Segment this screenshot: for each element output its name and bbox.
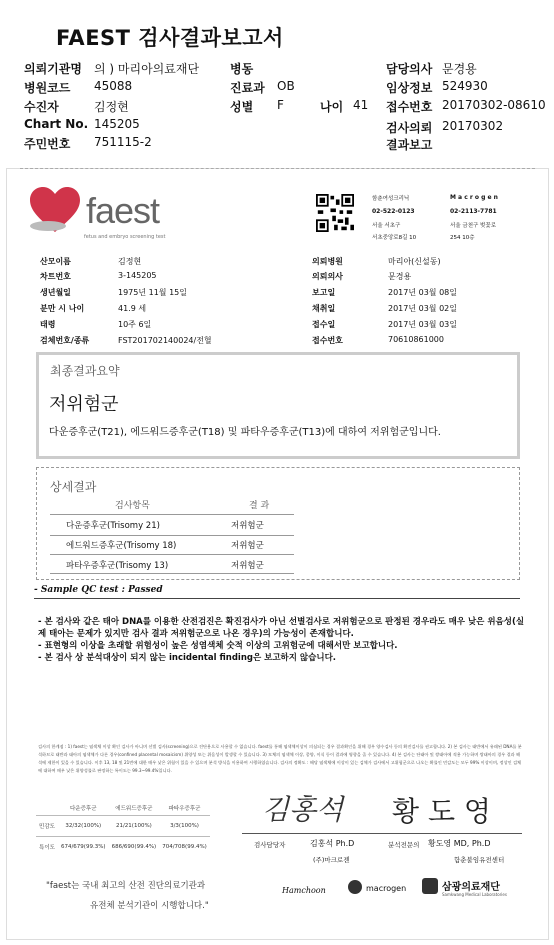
detail-item-t13: 파타우증후군(Trisomy 13)	[66, 561, 169, 571]
table-cell: 686/690(99.4%)	[109, 837, 160, 858]
faest-tagline: fetus and embryo screening test	[84, 234, 166, 240]
sig-right-role: 분석전문의	[388, 841, 420, 849]
summary-text: 다운증후군(T21), 에드워드증후군(T18) 및 파타우증후군(T13)에 대하여 저위험군입니다.	[49, 427, 441, 438]
p-dob-label: 생년월일	[40, 288, 71, 297]
p-receive-label: 접수일	[312, 320, 336, 329]
report-label: 결과보고	[386, 138, 433, 152]
samkwang-sub: Samkwang Medical Laboratories	[442, 892, 507, 897]
row-divider	[50, 573, 294, 574]
contact-right-addr1: 서울 금천구 벚꽃로	[450, 223, 497, 229]
p-chart-label: 차트번호	[40, 272, 71, 281]
receipt-value: 20170302-08610	[442, 98, 546, 112]
doctor-value: 문경용	[442, 62, 477, 76]
detail-title: 상세결과	[50, 480, 97, 494]
table-cell: 민감도	[36, 816, 58, 837]
request-label: 검사의뢰	[386, 121, 433, 135]
col-item-header: 검사항목	[115, 501, 150, 511]
accuracy-table	[36, 801, 210, 857]
table-header	[36, 801, 58, 816]
p-ga-label: 태령	[40, 320, 56, 329]
macrogen-mark-icon	[348, 880, 362, 894]
samkwang-logo: 삼광의료재단	[442, 882, 500, 893]
p-collect-value: 2017년 03월 02일	[388, 304, 457, 313]
note-line: 제 태아는 문제가 있지만 검사 결과 저위험군으로 나온 경우)의 가능성이 존재합니다.	[38, 629, 354, 639]
sample-qc: - Sample QC test : Passed	[34, 585, 163, 595]
detail-item-t21: 다운증후군(Trisomy 21)	[66, 521, 160, 531]
p-sample-label: 검체번호/종류	[40, 336, 90, 345]
p-receive-value: 2017년 03월 03일	[388, 320, 457, 329]
patient-value: 김정현	[94, 100, 129, 114]
chart-value: 145205	[94, 117, 140, 131]
clinical-value: 524930	[442, 79, 488, 93]
dept-label: 진료과	[230, 81, 265, 95]
p-chart-value: 3-145205	[118, 271, 157, 280]
signature-line	[242, 833, 522, 834]
row-divider	[50, 514, 294, 515]
clinic-label: 의뢰기관명	[24, 62, 82, 76]
clinical-label: 임상정보	[386, 81, 433, 95]
age-label: 나이	[320, 100, 344, 114]
notes	[38, 616, 538, 664]
detail-result-t21: 저위험군	[231, 521, 264, 531]
sig-left-role: 검사담당자	[254, 841, 286, 849]
perforation-line	[20, 168, 535, 169]
table-cell: 21/21(100%)	[109, 816, 160, 837]
p-receipt-value: 70610861000	[388, 335, 444, 344]
hamchoon-logo: Hamchoon	[282, 886, 326, 895]
p-name-value: 김정현	[118, 257, 142, 266]
p-report-label: 보고일	[312, 288, 336, 297]
table-header: 에드워드증후군	[115, 806, 153, 812]
p-doc-value: 문경용	[388, 272, 412, 281]
hospcode-label: 병원코드	[24, 81, 71, 95]
report-title: FAEST 검사결과보고서	[56, 26, 284, 50]
p-receipt-label: 접수번호	[312, 336, 343, 345]
note-line: - 표현형의 이상을 초래할 위험성이 높은 성염색체 숫적 이상의 고위험군에 대해서만 보고합니다.	[38, 641, 398, 651]
p-dob-value: 1975년 11월 15일	[118, 288, 187, 297]
qc-divider	[34, 598, 520, 599]
p-report-value: 2017년 03월 08일	[388, 288, 457, 297]
contact-left-addr1: 서울 서초구	[372, 223, 401, 229]
dept-value: OB	[277, 79, 295, 93]
faest-wordmark: faest	[86, 190, 160, 231]
contact-right-phone: 02-2113-7781	[450, 208, 497, 215]
sex-value: F	[277, 98, 284, 112]
contact-left-addr2: 서초중앙로8길 10	[372, 235, 417, 241]
table-cell: 특이도	[36, 837, 58, 858]
detail-item-t18: 에드워드증후군(Trisomy 18)	[66, 541, 177, 551]
sex-label: 성별	[230, 100, 254, 114]
signature-2: 황 도 영	[392, 795, 491, 828]
sig-left-org: (주)마크로젠	[313, 856, 350, 864]
p-ga-value: 10주 6일	[118, 320, 152, 329]
qr-code-icon	[316, 194, 354, 232]
table-cell: 674/679(99.3%)	[58, 837, 109, 858]
contact-left-name: 함춘여성크리닉	[372, 196, 410, 202]
contact-right-addr2: 254 10층	[450, 235, 475, 241]
table-cell: 3/3(100%)	[159, 816, 210, 837]
fine-print: 검사의 한계점 : 1) faest는 염색체 이상 확인 검사가 아니며 선별 검사(screening)으로 진단용으로 사용할 수 없습니다. faest를 통해 염색체이상이 의심되는 경우 결과확인을 위해 경우 양수검사 등의 확진검사를 권고합니다. 2) 본 검사는 태반에서 유래된 DNA를 분석하므로 태반과 태아의 염색체가 다른 경우(confined placental mosaicism) 위양성 또는 위음성이 발생할 수 있습니다. 3) 모체의 염색체 이상, 종양, 이식 등이 결과에 영향을 줄 수 있습니다. 4) 본 검사는 단태아 및 쌍태아에 적용 가능하며 쌍태아의 경우 결과 해석에 제한이 있을 수 있습니다. 이후 13, 18 및 21번에 대한 매우 낮은 위험이 있을 수 있으며 분석 방식을 이용하여 시행하였습니다. 검사의 정확도 : 해당 염색체에 이상이 있는 검체가 검사에서 고위험군으로 나오는 확률인 민감도는 모두 99% 이상이며, 정상인 검체에 대하여 매우 낮은 위양성률로 판정하는 특이도는 99.3~99.4%입니다.	[38, 744, 522, 773]
p-hosp-label: 의뢰병원	[312, 257, 343, 266]
row-divider	[50, 535, 294, 536]
clinic-value: 의 ) 마리아의료재단	[94, 62, 200, 76]
contact-right-name: M a c r o g e n	[450, 194, 498, 201]
footer-line-1: "faest는 국내 최고의 산전 진단의료기관과	[46, 881, 206, 891]
p-hosp-value: 마리아(신설동)	[388, 257, 441, 266]
rrn-value: 751115-2	[94, 135, 152, 149]
detail-result-t18: 저위험군	[231, 541, 264, 551]
sig-left-name: 김홍석 Ph.D	[310, 839, 355, 848]
table-header: 다운증후군	[69, 806, 97, 812]
p-collect-label: 채취일	[312, 304, 336, 313]
footer-line-2: 유전체 분석기관이 시행합니다."	[90, 901, 209, 911]
p-doc-label: 의뢰의사	[312, 272, 343, 281]
table-cell: 704/708(99.4%)	[159, 837, 210, 858]
sig-right-org: 함춘불임유전센터	[454, 856, 505, 864]
summary-title: 최종결과요약	[50, 364, 120, 378]
p-sample-value: FST201702140024/전혈	[118, 336, 212, 345]
summary-risk: 저위험군	[49, 394, 119, 415]
hospcode-value: 45088	[94, 79, 133, 93]
chart-label: Chart No.	[24, 117, 89, 131]
patient-label: 수진자	[24, 100, 59, 114]
signature-1: 김홍석	[262, 793, 344, 826]
heart-logo-icon	[28, 184, 82, 238]
note-line: - 본 검사와 같은 태아 DNA를 이용한 산전검진은 확진검사가 아닌 선별검사로 저위험군으로 판정된 경우라도 매우 낮은 위음성(실	[38, 617, 525, 627]
doctor-label: 담당의사	[386, 62, 433, 76]
table-row	[36, 837, 210, 858]
samkwang-mark-icon	[422, 878, 438, 894]
sig-right-name: 황도영 MD, Ph.D	[428, 839, 491, 848]
detail-result-t13: 저위험군	[231, 561, 264, 571]
macrogen-logo: macrogen	[366, 884, 407, 893]
request-value: 20170302	[442, 119, 504, 133]
age-value: 41	[353, 98, 369, 112]
p-age-value: 41.9 세	[118, 304, 147, 313]
note-line: - 본 검사 상 분석대상이 되지 않는 incidental finding은 보고하지 않습니다.	[38, 653, 337, 663]
table-row	[36, 816, 210, 837]
receipt-label: 접수번호	[386, 100, 433, 114]
table-header: 파타우증후군	[168, 806, 201, 812]
table-cell: 32/32(100%)	[58, 816, 109, 837]
ward-label: 병동	[230, 62, 254, 76]
contact-left-phone: 02-522-0123	[372, 208, 415, 215]
rrn-label: 주민번호	[24, 137, 71, 151]
p-age-label: 분만 시 나이	[40, 304, 85, 313]
p-name-label: 산모이름	[40, 257, 71, 266]
col-result-header: 결 과	[249, 501, 270, 511]
row-divider	[50, 554, 294, 555]
